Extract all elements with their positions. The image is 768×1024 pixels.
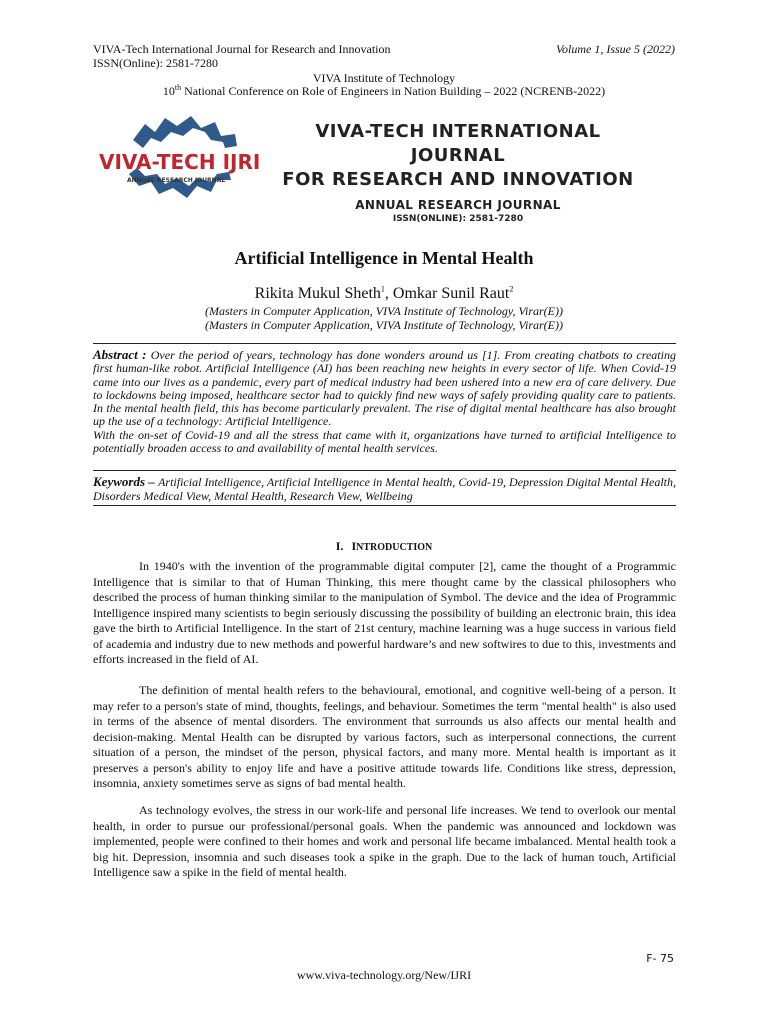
- conference-ordinal: th: [174, 83, 182, 92]
- paragraph-text: The definition of mental health refers to the behavioural, emotional, and cognitive well-being of a person. It may refer to a person's state of mind, thoughts, feelings, and behaviour. Sometimes the term "mental health" is also used in terms of the absence of mental disorders. The environment that surrounds us also affects our mental health and decision-making. Mental Health can be disrupted by various factors, such as interpersonal connections, the current situation of a person, the mindset of the person, physical factors, and many more. Mental health is important as it preserves a person's ability to enjoy life and have a positive attitude towards life. Conditions like stress, depression, insomnia, anxiety sometimes serve as signs of bad mental health.: [93, 683, 676, 790]
- author-2: Omkar Sunil Raut: [392, 285, 510, 302]
- author-separator: ,: [384, 285, 393, 302]
- intro-paragraph-3: [93, 803, 676, 881]
- logo-subtext: ANNUAL RESEARCH JOURNAL: [127, 177, 226, 184]
- header-journal-name: VIVA-Tech International Journal for Research and Innovation: [93, 42, 391, 56]
- divider-bottom: [93, 505, 676, 506]
- section-heading-introduction: [0, 539, 768, 554]
- author-2-marker: 2: [509, 284, 514, 294]
- gear-logo-icon: [93, 112, 273, 204]
- conference-number: 10: [162, 84, 175, 98]
- brand-issn: ISSN(ONLINE): 2581-7280: [392, 214, 524, 224]
- author-1-marker: 1: [380, 284, 385, 294]
- keywords: [93, 475, 676, 503]
- intro-paragraph-2: [93, 683, 676, 792]
- paper-title: Artificial Intelligence in Mental Health: [234, 248, 534, 268]
- affiliation-2: (Masters in Computer Application, VIVA Institute of Technology, Virar(E)): [205, 318, 563, 332]
- abstract-label: Abstract :: [93, 347, 151, 362]
- keywords-label: Keywords –: [93, 474, 159, 489]
- author-1: Rikita Mukul Sheth: [254, 285, 381, 302]
- journal-logo: [93, 112, 273, 204]
- page-number: F- 75: [646, 952, 674, 965]
- header-institute: VIVA Institute of Technology: [312, 71, 456, 85]
- abstract: [93, 348, 676, 455]
- section-title-rest: NTRODUCTION: [356, 542, 433, 553]
- section-number: I.: [335, 539, 344, 553]
- logo-wordmark: VIVA-TECH IJRI: [99, 150, 261, 174]
- paper-authors: [0, 285, 768, 303]
- abstract-text-2: With the on-set of Covid-19 and all the stress that came with it, organizations have turned to artificial Intelligence to potentially broaden access to and availability of mental health services.: [93, 427, 676, 456]
- brand-title-line2: FOR RESEARCH AND INNOVATION: [282, 169, 634, 190]
- header-conference: [0, 84, 768, 98]
- intro-paragraph-1: [93, 559, 676, 668]
- divider-middle: [93, 470, 676, 471]
- divider-top: [93, 343, 676, 344]
- paragraph-text: As technology evolves, the stress in our work-life and personal life increases. We tend to overlook our mental health, in order to pursue our professional/personal goals. When the pandemic was announced and lockdown was implemented, people were confined to their homes and work and personal life became imbalanced. Mental health took a big hit. Depression, insomnia and such diseases took a spike in the graph. Due to the lack of human touch, Artificial Intelligence saw a spike in the field of mental health.: [93, 803, 676, 879]
- footer-url: www.viva-technology.org/New/IJRI: [296, 968, 472, 982]
- keywords-text: Artificial Intelligence, Artificial Intelligence in Mental health, Covid-19, Depression Digital Mental Health, Disorders Medical View, Mental Health, Research View, Wellbeing: [93, 475, 676, 503]
- affiliation-1: (Masters in Computer Application, VIVA Institute of Technology, Virar(E)): [205, 304, 563, 318]
- brand-subtitle: ANNUAL RESEARCH JOURNAL: [355, 198, 561, 212]
- abstract-text-1: Over the period of years, technology has done wonders around us [1]. From creating chatbots to creating first human-like robot. Artificial Intelligence (AI) has been reaching new heights in every sector of life. When Covid-19 came into our lives as a pandemic, every part of medical industry had been ushered into a new era of care delivery. Due to lockdowns being imposed, healthcare sector had to quickly find new ways of safely providing quality care to patients. In the mental health field, this has become particularly prevalent. The rise of digital mental healthcare has also brought up the use of a technology: Artificial Intelligence.: [93, 348, 676, 429]
- header-volume: Volume 1, Issue 5 (2022): [556, 42, 675, 56]
- paragraph-text: In 1940's with the invention of the programmable digital computer [2], came the thought of a Programmic Intelligence that is similar to that of Human Thinking, this mere thought came by the classical philosophers who described the process of human thinking similar to the manipulation of Symbol. The device and the idea of Programmic Intelligence inspired many scientists to begin seriously discussing the possibility of building an electronic brain, this idea gave the birth to Artificial Intelligence. In the start of 21st century, machine learning was a huge success in various field of academia and industry due to new methods and powerful hardware’s and new softwires to due to this, investments and efforts increased in the field of AI.: [93, 559, 676, 666]
- header-issn: ISSN(Online): 2581-7280: [93, 56, 218, 70]
- journal-brand-heading: [270, 120, 646, 224]
- brand-title-line1: VIVA-TECH INTERNATIONAL JOURNAL: [315, 121, 601, 166]
- conference-name: National Conference on Role of Engineers in Nation Building – 2022 (NCRENB-2022): [181, 84, 606, 98]
- section-title-initial: I: [351, 539, 357, 553]
